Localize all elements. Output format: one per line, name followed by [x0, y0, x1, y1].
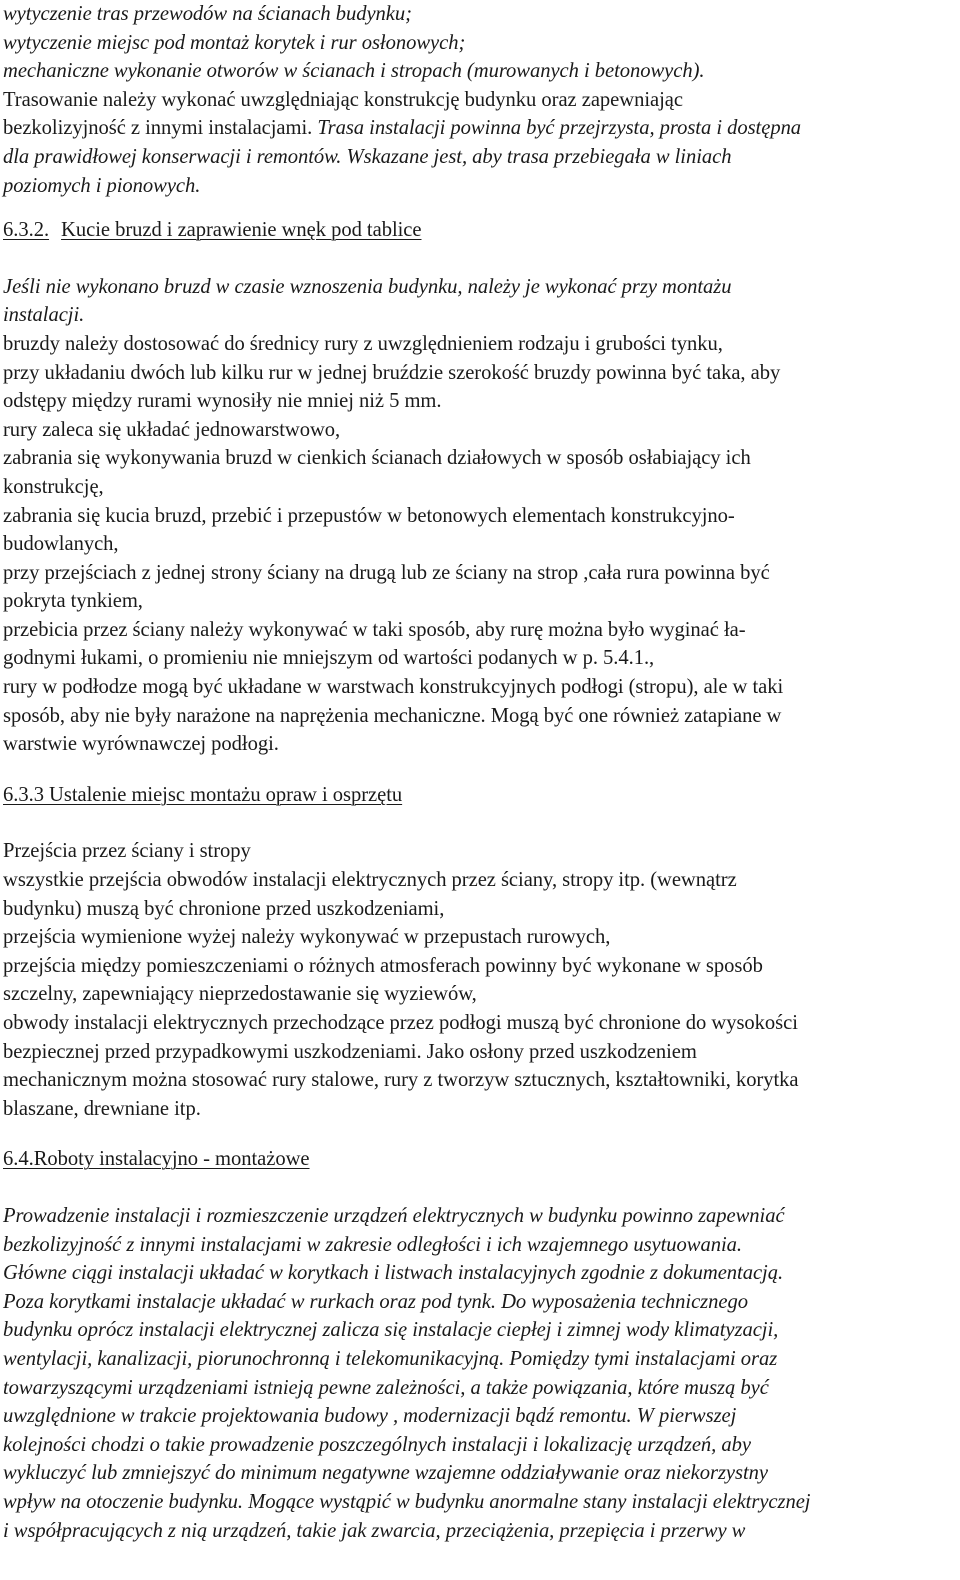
text-line: mechaniczne wykonanie otworów w ścianach i stropach (murowanych i betonowych).	[3, 60, 705, 83]
text-line: zabrania się kucia bruzd, przebić i przepustów w betonowych elementach konstrukcyjno-	[3, 504, 735, 527]
text-line: konstrukcję,	[3, 475, 104, 498]
text-line: odstępy między rurami wynosiły nie mniej niż 5 mm.	[3, 390, 442, 413]
text-line: zabrania się wykonywania bruzd w cienkich ścianach działowych w sposób osłabiający ich	[3, 447, 751, 470]
text-line: przejścia między pomieszczeniami o różnych atmosferach powinny być wykonane w sposób	[3, 954, 763, 977]
text-line: bezkolizyjność z innymi instalacjami w zakresie odległości i ich wzajemnego usytuowania.	[3, 1233, 742, 1256]
section-number: 6.3.2.	[3, 219, 50, 242]
section-heading	[3, 216, 957, 245]
document-page	[3, 0, 957, 1545]
paragraph-gap	[3, 245, 957, 273]
text-line: budynku oprócz instalacji elektrycznej zalicza się instalacje ciepłej i zimnej wody klimatyzacji,	[3, 1319, 779, 1342]
text-line: kolejności chodzi o takie prowadzenie poszczególnych instalacji i lokalizację urządzeń, aby	[3, 1433, 751, 1456]
text-line: Główne ciągi instalacji układać w korytkach i listwach instalacyjnych zgodnie z dokumentacją.	[3, 1262, 784, 1285]
text-line: Trasowanie należy wykonać uwzględniając konstrukcję budynku oraz zapewniając	[3, 88, 683, 111]
text-line: Prowadzenie instalacji i rozmieszczenie urządzeń elektrycznych w budynku powinno zapewniać	[3, 1204, 785, 1227]
text-line: przy układaniu dwóch lub kilku rur w jednej bruździe szerokość bruzdy powinna być taka, aby	[3, 361, 781, 384]
text-line: poziomych i pionowych.	[3, 174, 201, 197]
text-line: blaszane, drewniane itp.	[3, 1097, 201, 1120]
text-line: wszystkie przejścia obwodów instalacji elektrycznych przez ściany, stropy itp. (wewnątrz	[3, 869, 737, 892]
text-line: rury w podłodze mogą być układane w warstwach konstrukcyjnych podłogi (stropu), ale w taki	[3, 676, 784, 699]
text-line: warstwie wyrównawczej podłogi.	[3, 733, 279, 756]
text-line: bezpiecznej przed przypadkowymi uszkodzeniami. Jako osłony przed uszkodzeniem	[3, 1040, 697, 1063]
text-line: budynku) muszą być chronione przed uszkodzeniami,	[3, 897, 445, 920]
text-line: przebicia przez ściany należy wykonywać w taki sposób, aby rurę można było wyginać ła-	[3, 618, 746, 641]
section-title: 6.3.3 Ustalenie miejsc montażu opraw i osprzętu	[3, 783, 403, 806]
text-line: uwzględnione w trakcie projektowania budowy , modernizacji bądź remontu. W pierwszej	[3, 1405, 737, 1428]
text-line: wykluczyć lub zmniejszyć do minimum negatywne wzajemne oddziaływanie oraz niekorzystny	[3, 1462, 768, 1485]
text-line: bruzdy należy dostosować do średnicy rury z uwzględnieniem rodzaju i grubości tynku,	[3, 332, 723, 355]
text-line: przejścia wymienione wyżej należy wykonywać w przepustach rurowych,	[3, 926, 611, 949]
paragraph-gap	[3, 809, 957, 837]
text-line: przy przejściach z jednej strony ściany na drugą lub ze ściany na strop ,cała rura powinna być	[3, 561, 770, 584]
text-line: wentylacji, kanalizacji, piorunochronną i telekomunikacyjną. Pomiędzy tymi instalacjami oraz	[3, 1347, 778, 1370]
text-line: sposób, aby nie były narażone na naprężenia mechaniczne. Mogą być one również zatapiane w	[3, 704, 782, 727]
text-line: wytyczenie miejsc pod montaż korytek i rur osłonowych;	[3, 31, 466, 54]
text-line: mechanicznym można stosować rury stalowe, rury z tworzyw sztucznych, kształtowniki, korytka	[3, 1069, 799, 1092]
section-title: Kucie bruzd i zaprawienie wnęk pod tablice	[61, 219, 422, 242]
paragraph-gap	[3, 1123, 957, 1145]
text-line: Poza korytkami instalacje układać w rurkach oraz pod tynk. Do wyposażenia technicznego	[3, 1290, 748, 1313]
text-line: i współpracujących z nią urządzeń, takie jak zwarcia, przeciążenia, przepięcia i przerwy w	[3, 1519, 746, 1542]
text-line: instalacji.	[3, 304, 85, 327]
text-line	[3, 114, 957, 143]
text-line: wytyczenie tras przewodów na ścianach budynku;	[3, 3, 412, 25]
paragraph-gap	[3, 200, 957, 216]
section-heading	[3, 781, 957, 810]
text-line: Przejścia przez ściany i stropy	[3, 840, 251, 863]
paragraph-gap	[3, 759, 957, 781]
section-title: 6.4.Roboty instalacyjno - montażowe	[3, 1148, 310, 1171]
text-segment: Trasa instalacji powinna być przejrzysta, prosta i dostępna	[317, 117, 802, 140]
text-segment: bezkolizyjność z innymi instalacjami.	[3, 117, 318, 140]
text-line: pokryta tynkiem,	[3, 590, 143, 613]
text-line: godnymi łukami, o promieniu nie mniejszym od wartości podanych w p. 5.4.1.,	[3, 647, 655, 670]
text-line: obwody instalacji elektrycznych przechodzące przez podłogi muszą być chronione do wysokości	[3, 1012, 798, 1034]
text-line: budowlanych,	[3, 533, 119, 556]
text-line: dla prawidłowej konserwacji i remontów. Wskazane jest, aby trasa przebiegała w liniach	[3, 145, 732, 168]
text-line: wpływ na otoczenie budynku. Mogące wystąpić w budynku anormalne stany instalacji elektrycznej	[3, 1490, 811, 1513]
section-heading	[3, 1145, 957, 1174]
text-line: Jeśli nie wykonano bruzd w czasie wznoszenia budynku, należy je wykonać przy montażu	[3, 275, 732, 298]
text-line: szczelny, zapewniający nieprzedostawanie się wyziewów,	[3, 983, 477, 1006]
paragraph-gap	[3, 1174, 957, 1202]
text-line: towarzyszącymi urządzeniami istnieją pewne zależności, a także powiązania, które muszą być	[3, 1376, 769, 1399]
text-line: rury zaleca się układać jednowarstwowo,	[3, 418, 341, 441]
